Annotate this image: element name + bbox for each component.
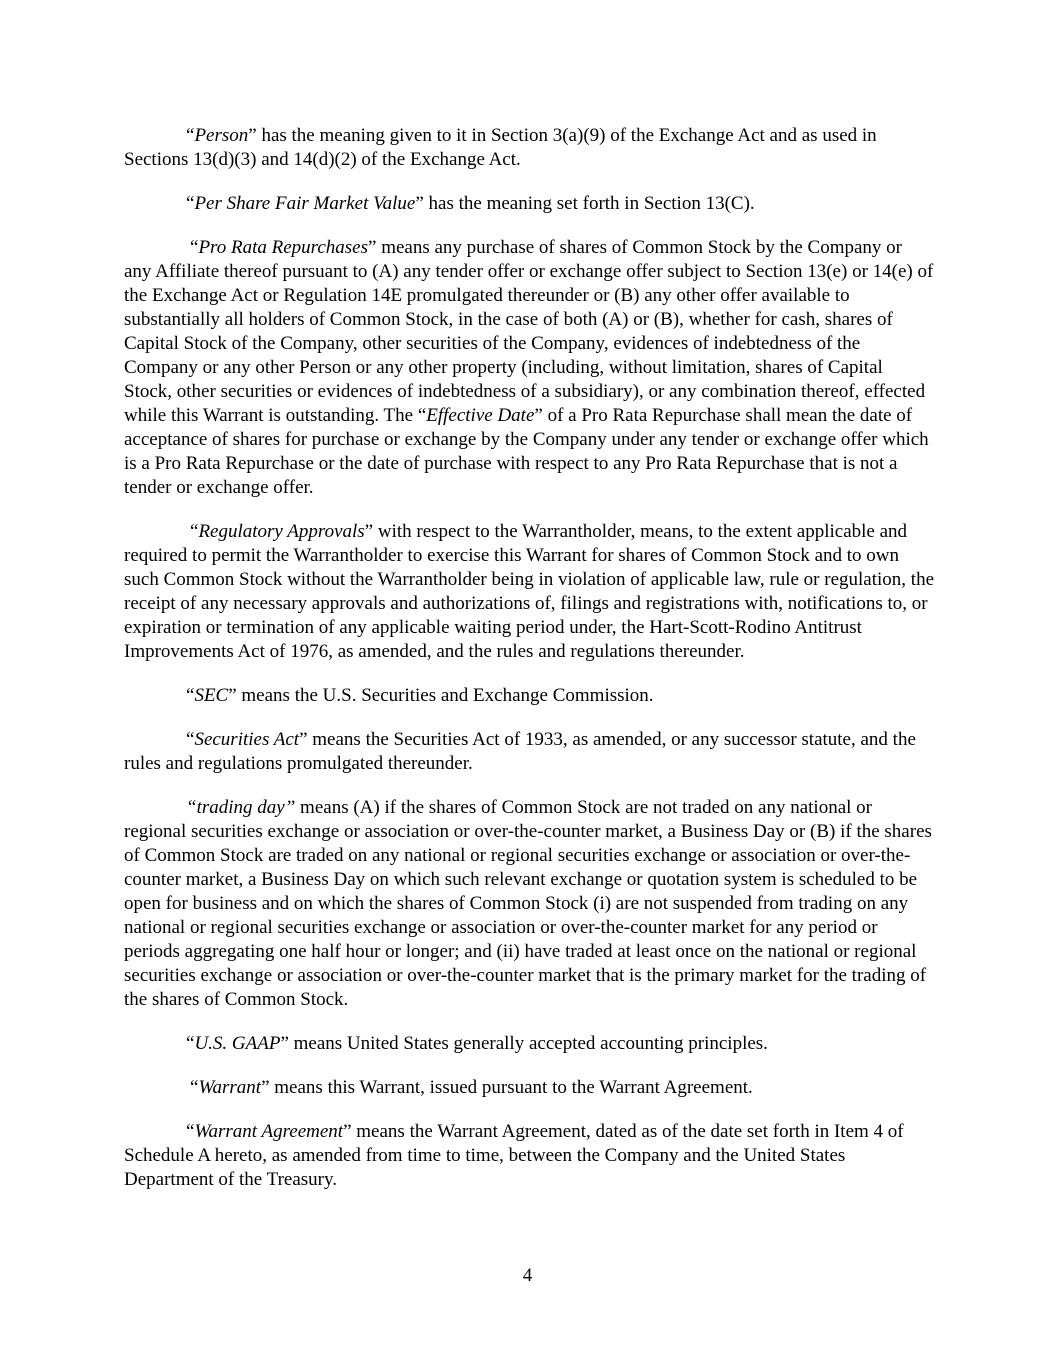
definition-text: means any purchase of shares of Common Stock by the Company or any Affiliate thereof pursuant to (A) any tender offer or exchange offer subject to Section 13(e) or 14(e) of the Exchange Act or Regulation 14E promulgated thereunder or (B) any other offer available to substantially all holders of Common Stock, in the case of both (A) or (B), whether for cash, shares of Capital Stock of the Company, other securities of the Company, evidences of indebtedness of the Company or any other Person or any other property (including, without limitation, shares of Capital Stock, other securities or evidences of indebtedness of a subsidiary), or any combination thereof, effected while this Warrant is outstanding. The “ [124,237,934,426]
defined-term: U.S. GAAP [194,1033,281,1054]
definition-sec: “SEC” means the U.S. Securities and Exchange Commission. [186,685,654,706]
defined-term: Warrant [198,1077,262,1098]
definition-per-share-fair-market-value: “Per Share Fair Market Value” has the meaning set forth in Section 13(C). [186,193,755,214]
definition-text: means the Securities Act of 1933, as amended, or any successor statute, and the rules and regulations promulgated thereunder. [124,729,916,774]
definition-text: means the Warrant Agreement, dated as of the date set forth in Item 4 of Schedule A hereto, as amended from time to time, between the Company and the United States Department of the Treasury. [124,1121,904,1190]
defined-term: Per Share Fair Market Value [194,193,416,214]
definition-text: has the meaning given to it in Section 3(a)(9) of the Exchange Act and as used in Sections 13(d)(3) and 14(d)(2) of the Exchange Act. [124,125,877,170]
defined-term: trading day [196,797,285,818]
definition-text: with respect to the Warrantholder, means, to the extent applicable and required to permit the Warrantholder to exercise this Warrant for shares of Common Stock and to own such Common Stock without the Warrantholder being in violation of applicable law, rule or regulation, the receipt of any necessary approvals and authorizations of, filings and registrations with, notifications to, or expiration or termination of any applicable waiting period under, the Hart-Scott-Rodino Antitrust Improvements Act of 1976, as amended, and the rules and regulations thereunder. [124,521,935,662]
definition-warrant-agreement: “Warrant Agreement” means the Warrant Agreement, dated as of the date set forth in Item 4 of Schedule A hereto, as amended from time to time, between the Company and the United States Department of the Treasury. [124,1121,904,1190]
definition-text: means United States generally accepted accounting principles. [288,1033,768,1054]
defined-term: Warrant Agreement [194,1121,344,1142]
definition-warrant: “Warrant” means this Warrant, issued pursuant to the Warrant Agreement. [190,1077,753,1098]
defined-term: Securities Act [194,729,300,750]
definition-text: has the meaning set forth in Section 13(C). [423,193,755,214]
definition-securities-act: “Securities Act” means the Securities Act of 1933, as amended, or any successor statute, and the rules and regulations promulgated thereunder. [124,729,916,774]
definition-text: means (A) if the shares of Common Stock are not traded on any national or regional securities exchange or association or over-the-counter market, a Business Day or (B) if the shares of Common Stock are traded on any national or regional securities exchange or association or over-the-counter market, a Business Day on which such relevant exchange or quotation system is scheduled to be open for business and on which the shares of Common Stock (i) are not suspended from trading on any national or regional securities exchange or association or over-the-counter market for any period or periods aggregating one half hour or longer; and (ii) have traded at least once on the national or regional securities exchange or association or over-the-counter market that is the primary market for the trading of the shares of Common Stock. [124,797,932,1010]
definition-regulatory-approvals: “Regulatory Approvals” with respect to the Warrantholder, means, to the extent applicable and required to permit the Warrantholder to exercise this Warrant for shares of Common Stock and to own such Common Stock without the Warrantholder being in violation of applicable law, rule or regulation, the receipt of any necessary approvals and authorizations of, filings and registrations with, notifications to, or expiration or termination of any applicable waiting period under, the Hart-Scott-Rodino Antitrust Improvements Act of 1976, as amended, and the rules and regulations thereunder. [124,521,935,662]
definition-us-gaap: “U.S. GAAP” means United States generally accepted accounting principles. [186,1033,768,1054]
definition-text: means the U.S. Securities and Exchange Commission. [236,685,654,706]
definition-text-continued: ” of a Pro Rata Repurchase shall mean the date of acceptance of shares for purchase or exchange by the Company under any tender or exchange offer which is a Pro Rata Repurchase or the date of purchase with respect to any Pro Rata Repurchase that is not a tender or exchange offer. [124,405,929,498]
defined-term: SEC [194,685,229,706]
definition-pro-rata-repurchases: “Pro Rata Repurchases” means any purchase of shares of Common Stock by the Company or any Affiliate thereof pursuant to (A) any tender offer or exchange offer subject to Section 13(e) or 14(e) of the Exchange Act or Regulation 14E promulgated thereunder or (B) any other offer available to substantially all holders of Common Stock, in the case of both (A) or (B), whether for cash, shares of Capital Stock of the Company, other securities of the Company, evidences of indebtedness of the Company or any other Person or any other property (including, without limitation, shares of Capital Stock, other securities or evidences of indebtedness of a subsidiary), or any combination thereof, effected while this Warrant is outstanding. The “Effective Date” of a Pro Rata Repurchase shall mean the date of acceptance of shares for purchase or exchange by the Company under any tender or exchange offer which is a Pro Rata Repurchase or the date of purchase with respect to any Pro Rata Repurchase that is not a tender or exchange offer. [124,237,934,498]
document-page [124,124,934,1212]
page-number: 4 [522,1265,533,1286]
defined-term: Regulatory Approvals [198,521,365,542]
defined-sub-term: Effective Date [426,405,535,426]
defined-term: Pro Rata Repurchases [198,237,368,258]
definition-person: “Person” has the meaning given to it in Section 3(a)(9) of the Exchange Act and as used in Sections 13(d)(3) and 14(d)(2) of the Exchange Act. [124,125,877,170]
defined-term: Person [194,125,249,146]
definition-trading-day: “trading day” means (A) if the shares of Common Stock are not traded on any national or regional securities exchange or association or over-the-counter market, a Business Day or (B) if the shares of Common Stock are traded on any national or regional securities exchange or association or over-the-counter market, a Business Day on which such relevant exchange or quotation system is scheduled to be open for business and on which the shares of Common Stock (i) are not suspended from trading on any national or regional securities exchange or association or over-the-counter market for any period or periods aggregating one half hour or longer; and (ii) have traded at least once on the national or regional securities exchange or association or over-the-counter market that is the primary market for the trading of the shares of Common Stock. [124,797,932,1010]
definition-text: means this Warrant, issued pursuant to the Warrant Agreement. [269,1077,753,1098]
